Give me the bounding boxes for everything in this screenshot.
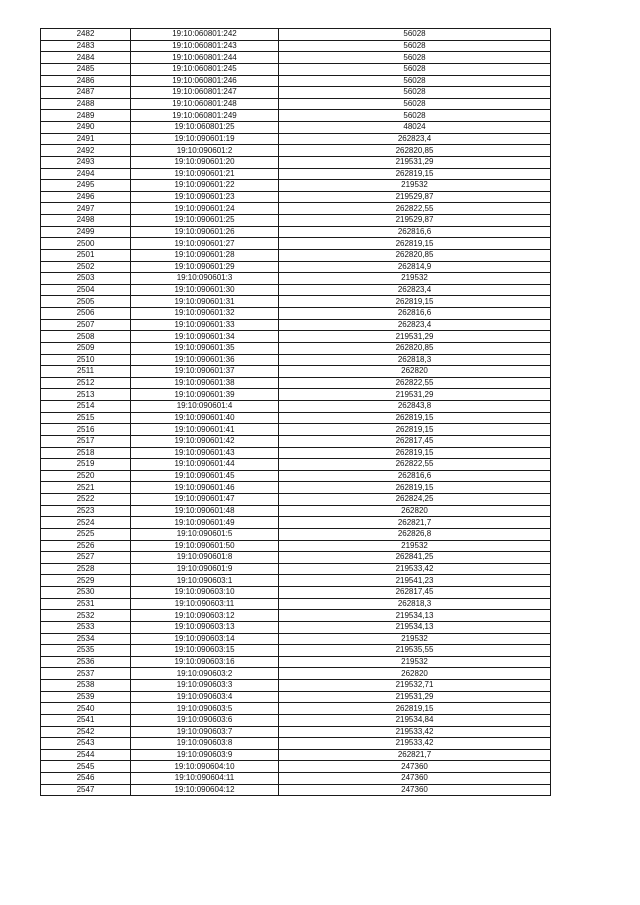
row-number-cell: 2508: [41, 331, 131, 343]
row-number-cell: 2547: [41, 784, 131, 796]
table-row: [41, 726, 551, 738]
cadastral-number-cell: 19:10:090603:3: [131, 680, 279, 692]
cadastral-number-cell: 19:10:090601:41: [131, 424, 279, 436]
value-cell: 262819,15: [279, 703, 551, 715]
value-cell: 56028: [279, 63, 551, 75]
value-cell: 219535,55: [279, 645, 551, 657]
cadastral-number-cell: 19:10:060801:25: [131, 122, 279, 134]
cadastral-number-cell: 19:10:090601:31: [131, 296, 279, 308]
cadastral-number-cell: 19:10:090601:4: [131, 401, 279, 413]
value-cell: 219532: [279, 633, 551, 645]
row-number-cell: 2536: [41, 656, 131, 668]
value-cell: 56028: [279, 75, 551, 87]
table-row: [41, 691, 551, 703]
row-number-cell: 2495: [41, 180, 131, 192]
row-number-cell: 2501: [41, 249, 131, 261]
row-number-cell: 2490: [41, 122, 131, 134]
table-row: [41, 784, 551, 796]
cadastral-number-cell: 19:10:090601:32: [131, 308, 279, 320]
row-number-cell: 2487: [41, 87, 131, 99]
cadastral-number-cell: 19:10:090604:10: [131, 761, 279, 773]
row-number-cell: 2497: [41, 203, 131, 215]
value-cell: 219531,29: [279, 331, 551, 343]
value-cell: 262814,9: [279, 261, 551, 273]
row-number-cell: 2515: [41, 412, 131, 424]
cadastral-number-cell: 19:10:090603:11: [131, 598, 279, 610]
value-cell: 262823,4: [279, 133, 551, 145]
value-cell: 219532: [279, 656, 551, 668]
value-cell: 219532: [279, 180, 551, 192]
table-row: [41, 273, 551, 285]
value-cell: 219532: [279, 273, 551, 285]
cadastral-number-cell: 19:10:060801:246: [131, 75, 279, 87]
table-row: [41, 447, 551, 459]
row-number-cell: 2546: [41, 773, 131, 785]
table-row: [41, 261, 551, 273]
table-row: [41, 366, 551, 378]
cadastral-number-cell: 19:10:090601:25: [131, 215, 279, 227]
cadastral-number-cell: 19:10:090603:4: [131, 691, 279, 703]
cadastral-number-cell: 19:10:090603:7: [131, 726, 279, 738]
table-row: [41, 145, 551, 157]
row-number-cell: 2533: [41, 621, 131, 633]
table-row: [41, 610, 551, 622]
value-cell: 262819,15: [279, 238, 551, 250]
table-row: [41, 528, 551, 540]
table-row: [41, 738, 551, 750]
table-row: [41, 75, 551, 87]
table-row: [41, 296, 551, 308]
value-cell: 56028: [279, 98, 551, 110]
row-number-cell: 2484: [41, 52, 131, 64]
value-cell: 262820,85: [279, 249, 551, 261]
table-row: [41, 308, 551, 320]
row-number-cell: 2532: [41, 610, 131, 622]
value-cell: 262819,15: [279, 424, 551, 436]
table-row: [41, 226, 551, 238]
value-cell: 219534,84: [279, 714, 551, 726]
cadastral-number-cell: 19:10:090603:12: [131, 610, 279, 622]
row-number-cell: 2502: [41, 261, 131, 273]
table-row: [41, 168, 551, 180]
cadastral-number-cell: 19:10:090601:36: [131, 354, 279, 366]
row-number-cell: 2513: [41, 389, 131, 401]
cadastral-number-cell: 19:10:090601:50: [131, 540, 279, 552]
cadastral-number-cell: 19:10:060801:247: [131, 87, 279, 99]
table-row: [41, 645, 551, 657]
value-cell: 56028: [279, 52, 551, 64]
table-row: [41, 517, 551, 529]
row-number-cell: 2523: [41, 505, 131, 517]
row-number-cell: 2514: [41, 401, 131, 413]
table-row: [41, 342, 551, 354]
table-row: [41, 773, 551, 785]
table-row: [41, 621, 551, 633]
cadastral-number-cell: 19:10:060801:249: [131, 110, 279, 122]
table-row: [41, 761, 551, 773]
row-number-cell: 2503: [41, 273, 131, 285]
table-row: [41, 435, 551, 447]
cadastral-number-cell: 19:10:090601:22: [131, 180, 279, 192]
table-row: [41, 238, 551, 250]
row-number-cell: 2521: [41, 482, 131, 494]
cadastral-number-cell: 19:10:090601:48: [131, 505, 279, 517]
value-cell: 262822,55: [279, 459, 551, 471]
table-row: [41, 133, 551, 145]
cadastral-number-cell: 19:10:090601:44: [131, 459, 279, 471]
table-row: [41, 249, 551, 261]
table-row: [41, 122, 551, 134]
value-cell: 262826,8: [279, 528, 551, 540]
cadastral-number-cell: 19:10:090603:15: [131, 645, 279, 657]
cadastral-number-cell: 19:10:090601:39: [131, 389, 279, 401]
cadastral-number-cell: 19:10:090601:26: [131, 226, 279, 238]
row-number-cell: 2509: [41, 342, 131, 354]
value-cell: 262823,4: [279, 319, 551, 331]
cadastral-number-cell: 19:10:090601:47: [131, 494, 279, 506]
row-number-cell: 2540: [41, 703, 131, 715]
table-row: [41, 668, 551, 680]
value-cell: 262820: [279, 668, 551, 680]
value-cell: 262824,25: [279, 494, 551, 506]
cadastral-number-cell: 19:10:090601:42: [131, 435, 279, 447]
cadastral-number-cell: 19:10:090601:49: [131, 517, 279, 529]
table-row: [41, 563, 551, 575]
cadastral-number-cell: 19:10:090603:2: [131, 668, 279, 680]
cadastral-number-cell: 19:10:090601:35: [131, 342, 279, 354]
row-number-cell: 2524: [41, 517, 131, 529]
value-cell: 262817,45: [279, 587, 551, 599]
row-number-cell: 2539: [41, 691, 131, 703]
value-cell: 262816,6: [279, 470, 551, 482]
cadastral-number-cell: 19:10:060801:244: [131, 52, 279, 64]
row-number-cell: 2528: [41, 563, 131, 575]
row-number-cell: 2542: [41, 726, 131, 738]
value-cell: 219531,29: [279, 156, 551, 168]
value-cell: 56028: [279, 87, 551, 99]
row-number-cell: 2526: [41, 540, 131, 552]
value-cell: 219533,42: [279, 738, 551, 750]
value-cell: 262817,45: [279, 435, 551, 447]
row-number-cell: 2525: [41, 528, 131, 540]
row-number-cell: 2541: [41, 714, 131, 726]
table-row: [41, 377, 551, 389]
table-row: [41, 656, 551, 668]
value-cell: 219541,23: [279, 575, 551, 587]
value-cell: 262820,85: [279, 145, 551, 157]
value-cell: 262819,15: [279, 412, 551, 424]
row-number-cell: 2535: [41, 645, 131, 657]
value-cell: 219532,71: [279, 680, 551, 692]
cadastral-number-cell: 19:10:090601:5: [131, 528, 279, 540]
value-cell: 262819,15: [279, 168, 551, 180]
value-cell: 262820,85: [279, 342, 551, 354]
cadastral-number-cell: 19:10:090601:37: [131, 366, 279, 378]
table-row: [41, 552, 551, 564]
row-number-cell: 2544: [41, 749, 131, 761]
cadastral-number-cell: 19:10:090601:28: [131, 249, 279, 261]
row-number-cell: 2488: [41, 98, 131, 110]
row-number-cell: 2522: [41, 494, 131, 506]
table-row: [41, 505, 551, 517]
row-number-cell: 2511: [41, 366, 131, 378]
row-number-cell: 2530: [41, 587, 131, 599]
cadastral-number-cell: 19:10:090601:34: [131, 331, 279, 343]
cadastral-number-cell: 19:10:090601:30: [131, 284, 279, 296]
table-body: [41, 29, 551, 796]
value-cell: 262821,7: [279, 517, 551, 529]
table-row: [41, 482, 551, 494]
cadastral-number-cell: 19:10:090603:1: [131, 575, 279, 587]
table-row: [41, 319, 551, 331]
cadastral-value-table: [40, 28, 551, 796]
value-cell: 219534,13: [279, 621, 551, 633]
cadastral-number-cell: 19:10:090601:3: [131, 273, 279, 285]
value-cell: 219531,29: [279, 691, 551, 703]
cadastral-number-cell: 19:10:090601:27: [131, 238, 279, 250]
cadastral-number-cell: 19:10:090603:5: [131, 703, 279, 715]
value-cell: 219529,87: [279, 215, 551, 227]
table-row: [41, 401, 551, 413]
row-number-cell: 2516: [41, 424, 131, 436]
value-cell: 247360: [279, 761, 551, 773]
value-cell: 262822,55: [279, 203, 551, 215]
table-row: [41, 749, 551, 761]
value-cell: 262843,8: [279, 401, 551, 413]
cadastral-number-cell: 19:10:060801:248: [131, 98, 279, 110]
table-row: [41, 203, 551, 215]
value-cell: 219531,29: [279, 389, 551, 401]
row-number-cell: 2518: [41, 447, 131, 459]
row-number-cell: 2520: [41, 470, 131, 482]
table-row: [41, 494, 551, 506]
row-number-cell: 2529: [41, 575, 131, 587]
row-number-cell: 2499: [41, 226, 131, 238]
cadastral-number-cell: 19:10:090601:43: [131, 447, 279, 459]
cadastral-number-cell: 19:10:090601:20: [131, 156, 279, 168]
table-row: [41, 389, 551, 401]
value-cell: 48024: [279, 122, 551, 134]
table-row: [41, 215, 551, 227]
value-cell: 262818,3: [279, 354, 551, 366]
row-number-cell: 2545: [41, 761, 131, 773]
row-number-cell: 2507: [41, 319, 131, 331]
value-cell: 262819,15: [279, 482, 551, 494]
value-cell: 262819,15: [279, 296, 551, 308]
value-cell: 262818,3: [279, 598, 551, 610]
value-cell: 262816,6: [279, 308, 551, 320]
cadastral-number-cell: 19:10:090601:38: [131, 377, 279, 389]
row-number-cell: 2504: [41, 284, 131, 296]
table-row: [41, 63, 551, 75]
cadastral-number-cell: 19:10:090601:19: [131, 133, 279, 145]
table-row: [41, 284, 551, 296]
table-row: [41, 587, 551, 599]
value-cell: 219533,42: [279, 563, 551, 575]
row-number-cell: 2485: [41, 63, 131, 75]
cadastral-number-cell: 19:10:060801:242: [131, 29, 279, 41]
row-number-cell: 2510: [41, 354, 131, 366]
table-row: [41, 680, 551, 692]
cadastral-number-cell: 19:10:090603:16: [131, 656, 279, 668]
table-row: [41, 714, 551, 726]
row-number-cell: 2493: [41, 156, 131, 168]
table-row: [41, 598, 551, 610]
row-number-cell: 2489: [41, 110, 131, 122]
row-number-cell: 2496: [41, 191, 131, 203]
cadastral-number-cell: 19:10:090603:14: [131, 633, 279, 645]
cadastral-number-cell: 19:10:090601:9: [131, 563, 279, 575]
table-row: [41, 470, 551, 482]
cadastral-number-cell: 19:10:090603:6: [131, 714, 279, 726]
value-cell: 219533,42: [279, 726, 551, 738]
value-cell: 262823,4: [279, 284, 551, 296]
row-number-cell: 2538: [41, 680, 131, 692]
table-row: [41, 412, 551, 424]
row-number-cell: 2527: [41, 552, 131, 564]
row-number-cell: 2482: [41, 29, 131, 41]
table-row: [41, 459, 551, 471]
value-cell: 262820: [279, 505, 551, 517]
cadastral-number-cell: 19:10:090604:11: [131, 773, 279, 785]
table-row: [41, 40, 551, 52]
cadastral-number-cell: 19:10:090601:8: [131, 552, 279, 564]
value-cell: 262841,25: [279, 552, 551, 564]
value-cell: 219529,87: [279, 191, 551, 203]
row-number-cell: 2486: [41, 75, 131, 87]
table-row: [41, 98, 551, 110]
row-number-cell: 2534: [41, 633, 131, 645]
cadastral-number-cell: 19:10:060801:243: [131, 40, 279, 52]
row-number-cell: 2517: [41, 435, 131, 447]
cadastral-number-cell: 19:10:090603:13: [131, 621, 279, 633]
table-row: [41, 180, 551, 192]
cadastral-number-cell: 19:10:090601:23: [131, 191, 279, 203]
cadastral-number-cell: 19:10:090601:21: [131, 168, 279, 180]
row-number-cell: 2500: [41, 238, 131, 250]
value-cell: 247360: [279, 784, 551, 796]
value-cell: 262816,6: [279, 226, 551, 238]
table-row: [41, 191, 551, 203]
table-row: [41, 633, 551, 645]
row-number-cell: 2531: [41, 598, 131, 610]
row-number-cell: 2491: [41, 133, 131, 145]
value-cell: 247360: [279, 773, 551, 785]
value-cell: 56028: [279, 29, 551, 41]
table-row: [41, 540, 551, 552]
value-cell: 262821,7: [279, 749, 551, 761]
cadastral-number-cell: 19:10:090601:33: [131, 319, 279, 331]
table-row: [41, 110, 551, 122]
cadastral-number-cell: 19:10:090603:10: [131, 587, 279, 599]
table-row: [41, 52, 551, 64]
cadastral-number-cell: 19:10:090601:24: [131, 203, 279, 215]
cadastral-number-cell: 19:10:090603:9: [131, 749, 279, 761]
table-row: [41, 87, 551, 99]
cadastral-number-cell: 19:10:090601:29: [131, 261, 279, 273]
row-number-cell: 2543: [41, 738, 131, 750]
row-number-cell: 2519: [41, 459, 131, 471]
value-cell: 219534,13: [279, 610, 551, 622]
value-cell: 262820: [279, 366, 551, 378]
cadastral-number-cell: 19:10:090601:46: [131, 482, 279, 494]
cadastral-number-cell: 19:10:060801:245: [131, 63, 279, 75]
row-number-cell: 2537: [41, 668, 131, 680]
value-cell: 219532: [279, 540, 551, 552]
cadastral-number-cell: 19:10:090603:8: [131, 738, 279, 750]
table-row: [41, 575, 551, 587]
table-row: [41, 331, 551, 343]
cadastral-number-cell: 19:10:090601:45: [131, 470, 279, 482]
row-number-cell: 2505: [41, 296, 131, 308]
table-row: [41, 29, 551, 41]
cadastral-number-cell: 19:10:090601:40: [131, 412, 279, 424]
table-row: [41, 354, 551, 366]
value-cell: 262822,55: [279, 377, 551, 389]
row-number-cell: 2498: [41, 215, 131, 227]
cadastral-number-cell: 19:10:090604:12: [131, 784, 279, 796]
value-cell: 56028: [279, 40, 551, 52]
row-number-cell: 2506: [41, 308, 131, 320]
row-number-cell: 2492: [41, 145, 131, 157]
row-number-cell: 2483: [41, 40, 131, 52]
table-row: [41, 703, 551, 715]
value-cell: 56028: [279, 110, 551, 122]
row-number-cell: 2512: [41, 377, 131, 389]
table-row: [41, 424, 551, 436]
cadastral-number-cell: 19:10:090601:2: [131, 145, 279, 157]
table-row: [41, 156, 551, 168]
value-cell: 262819,15: [279, 447, 551, 459]
row-number-cell: 2494: [41, 168, 131, 180]
